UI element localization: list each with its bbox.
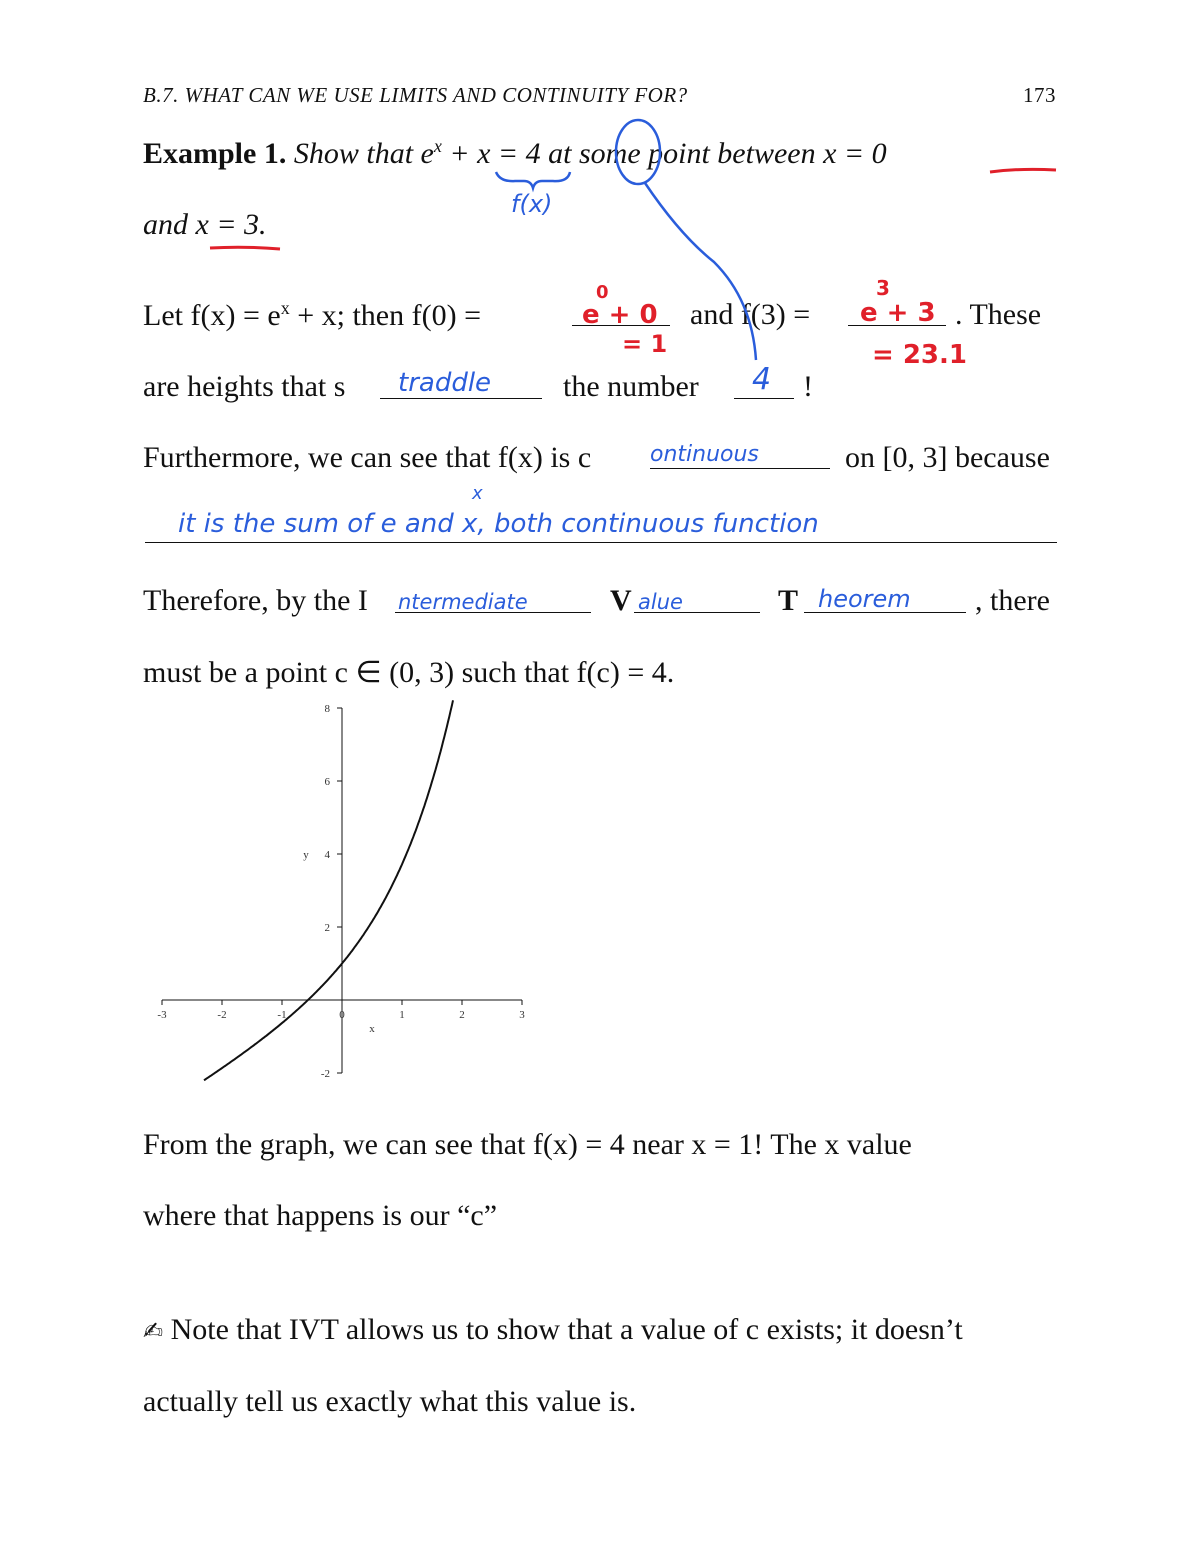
- and-f3: and f(3) =: [690, 298, 811, 331]
- writing-hand-icon: ✍: [143, 1317, 164, 1345]
- curve-exp-plus-x: [204, 700, 453, 1080]
- because-fill: it is the sum of e and x, both continuous function: [178, 509, 819, 539]
- circle-four: [616, 120, 660, 184]
- brace-stroke: [496, 172, 570, 188]
- f0-exponent: 0: [596, 282, 609, 303]
- f0-fill: e + 0: [582, 300, 658, 330]
- example-statement-line2: and x = 3.: [143, 208, 267, 241]
- x-tick-label: 2: [459, 1009, 465, 1021]
- let-part2: + x; then f(0) =: [289, 299, 481, 332]
- underline-x0: [990, 169, 1056, 172]
- running-header: B.7. WHAT CAN WE USE LIMITS AND CONTINUITY FOR?: [143, 83, 688, 107]
- therefore-part1: Therefore, by the I: [143, 584, 368, 617]
- x-tick-label: -3: [157, 1009, 167, 1021]
- f3-result: = 23.1: [872, 340, 967, 370]
- x-axis-label: x: [369, 1023, 375, 1035]
- plot-ticks: [157, 703, 525, 1080]
- t-letter: T: [778, 584, 799, 617]
- because-exponent: x: [472, 483, 483, 504]
- theorem-fill: heorem: [818, 585, 911, 613]
- continuous-fill: ontinuous: [650, 442, 759, 467]
- example-text-b: + x = 4 at some point between x = 0: [441, 137, 887, 170]
- underline-x3: [210, 247, 280, 249]
- therefore-tail: , there: [975, 584, 1050, 617]
- f3-exponent: 3: [876, 276, 890, 300]
- x-tick-label: 1: [399, 1009, 405, 1021]
- example-exponent: x: [433, 136, 442, 156]
- x-tick-label: -2: [217, 1009, 227, 1021]
- number-fill: 4: [752, 362, 772, 397]
- y-tick-label: 4: [324, 849, 330, 861]
- x-tick-label: 0: [339, 1009, 345, 1021]
- graph-text-line2: where that happens is our “c”: [143, 1199, 498, 1232]
- value-fill: alue: [638, 590, 683, 614]
- y-tick-label: 8: [324, 703, 330, 715]
- graph-text-line1: From the graph, we can see that f(x) = 4 near x = 1! The x value: [143, 1128, 912, 1161]
- fx-label: f(x): [511, 190, 553, 218]
- y-tick-label: 6: [324, 776, 330, 788]
- y-tick-label: -2: [320, 1068, 330, 1080]
- note-line2: actually tell us exactly what this value is.: [143, 1385, 637, 1418]
- note-text-1: Note that IVT allows us to show that a value of c exists; it doesn’t: [170, 1313, 963, 1346]
- straddle-fill: traddle: [398, 368, 492, 398]
- page-number: 173: [1023, 83, 1056, 107]
- furthermore-part1: Furthermore, we can see that f(x) is c: [143, 441, 592, 474]
- x-tick-label: -1: [277, 1009, 287, 1021]
- heights-part1: are heights that s: [143, 370, 346, 403]
- let-exponent: x: [280, 298, 290, 318]
- y-axis-label: y: [303, 849, 309, 861]
- heights-part2: the number: [563, 370, 699, 403]
- function-plot: [130, 695, 550, 1085]
- y-tick-label: 2: [324, 922, 330, 934]
- f0-result: = 1: [622, 330, 668, 358]
- example-label: Example 1.: [143, 137, 287, 170]
- note-line1: [143, 1313, 963, 1347]
- f3-fill: e + 3: [860, 298, 936, 328]
- v-letter: V: [610, 584, 632, 617]
- ink-strokes: [0, 0, 1200, 760]
- must-line: must be a point c ∈ (0, 3) such that f(c) = 4.: [143, 656, 675, 689]
- x-tick-label: 3: [519, 1009, 525, 1021]
- intermediate-fill: ntermediate: [398, 590, 528, 614]
- heights-excl: !: [803, 370, 813, 403]
- let-part1: Let f(x) = e: [143, 299, 281, 332]
- furthermore-part2: on [0, 3] because: [845, 441, 1050, 474]
- these-text: . These: [955, 298, 1042, 331]
- example-text-a: Show that e: [293, 137, 434, 170]
